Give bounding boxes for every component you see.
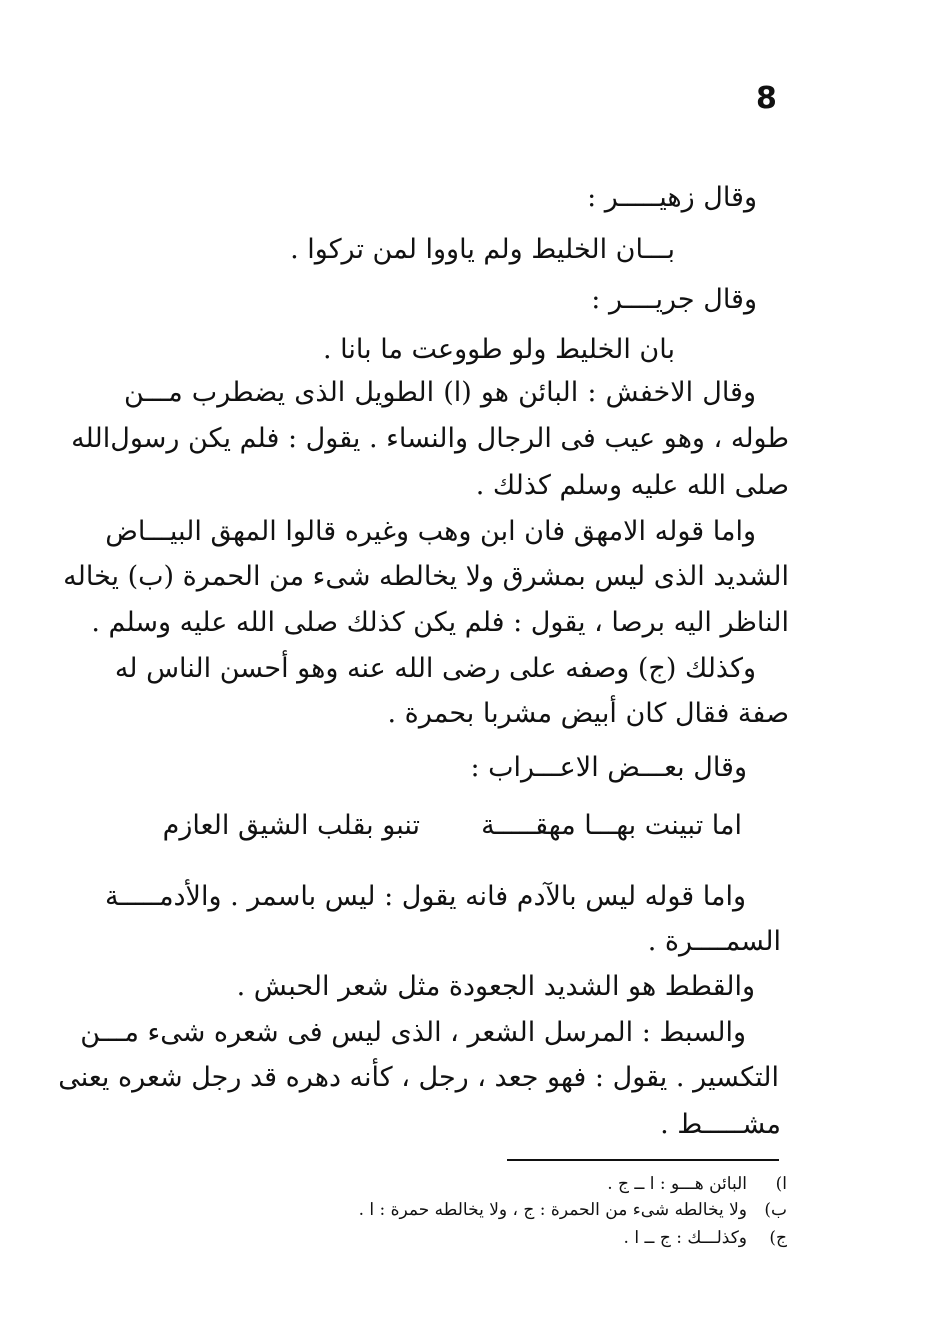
text-line: وقال جريــــر :	[591, 284, 757, 315]
footnote-marker: ب)	[764, 1200, 787, 1220]
text-line: التكسير . يقول : فهو جعد ، رجل ، كأنه دهره قد رجل شعره يعنى	[58, 1062, 779, 1093]
page-number: 8	[756, 81, 777, 116]
text-line: والقطط هو الشديد الجعودة مثل شعر الحبش .	[236, 971, 755, 1002]
text-line: واما قوله ليس بالآدم فانه يقول : ليس باسمر . والأدمـــــة	[105, 881, 746, 912]
text-line: الناظر اليه برصا ، يقول : فلم يكن كذلك صلى الله عليه وسلم .	[91, 607, 789, 638]
footnote-separator	[507, 1159, 779, 1161]
text-line: صلى الله عليه وسلم كذلك .	[475, 470, 789, 501]
verse-second-hemistich: تنبو بقلب الشيق العازم	[162, 810, 420, 841]
footnote-text: ولا يخالطه شىء من الحمرة : ج ، ولا يخالطه حمرة : ا .	[358, 1200, 747, 1220]
text-line: السمــــرة .	[647, 926, 781, 957]
footnote-marker: ج)	[769, 1228, 787, 1248]
footnote-text: البائن هـــو : ا ــ ج .	[607, 1174, 747, 1194]
verse-first-hemistich: اما تبينت بهـــا مهقـــــة	[481, 810, 742, 841]
footnote	[607, 1172, 787, 1196]
footnote	[359, 1198, 787, 1222]
text-line: وقال زهيـــــر :	[587, 182, 757, 213]
verse-line: بـــان الخليط ولم ياووا لمن تركوا .	[290, 234, 675, 265]
verse-line: بان الخليط ولو طووعت ما بانا .	[322, 334, 675, 365]
text-line: وقال بعـــض الاعـــراب :	[470, 752, 747, 783]
text-line: واما قوله الامهق فان ابن وهب وغيره قالوا المهق البيـــاض	[105, 516, 756, 547]
footnote-text: وكذلـــك : ج ــ ا .	[623, 1228, 747, 1248]
text-line: والسبط : المرسل الشعر ، الذى ليس فى شعره شىء مـــن	[80, 1017, 746, 1048]
footnote	[624, 1226, 787, 1250]
text-line: وقال الاخفش : البائن هو (ا) الطويل الذى يضطرب مـــن	[124, 377, 756, 408]
text-line: طوله ، وهو عيب فى الرجال والنساء . يقول : فلم يكن رسول‌الله	[71, 423, 789, 454]
text-line: وكذلك (ج) وصفه على رضى الله عنه وهو أحسن الناس له	[114, 653, 756, 684]
text-line: صفة فقال كان أبيض مشربا بحمرة .	[387, 698, 789, 729]
footnote-marker: ا)	[775, 1174, 787, 1194]
text-line: مشـــــط .	[660, 1109, 781, 1140]
text-line: الشديد الذى ليس بمشرق ولا يخالطه شىء من الحمرة (ب) يخاله	[63, 561, 789, 592]
